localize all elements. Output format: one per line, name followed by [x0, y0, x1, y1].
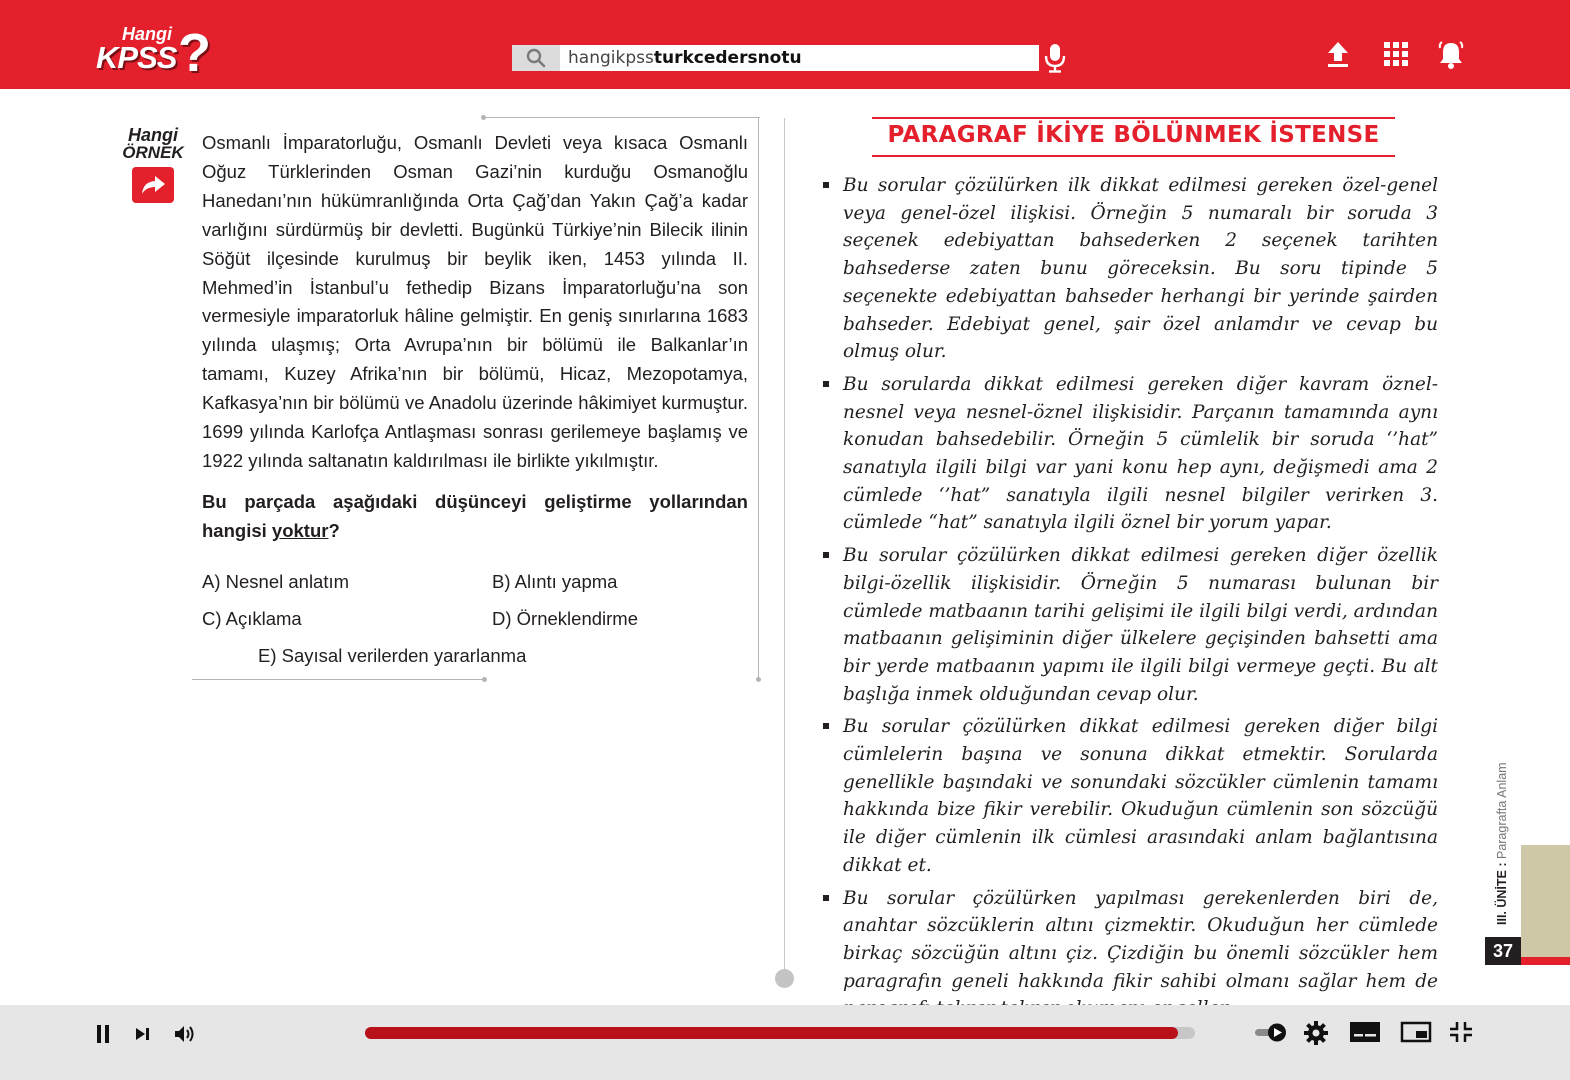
- question-text: Bu parçada aşağıdaki düşünceyi geliştirme yollarından hangisi: [202, 491, 748, 541]
- notification-bell-icon[interactable]: [1437, 40, 1465, 75]
- apps-grid-icon[interactable]: [1383, 40, 1409, 73]
- hangi-kpss-logo[interactable]: [96, 23, 216, 83]
- exit-fullscreen-icon[interactable]: [1449, 1021, 1473, 1048]
- search-text-prefix: hangikpss: [568, 48, 654, 68]
- page-tab-block: [1521, 845, 1570, 957]
- frame-dot: [756, 677, 761, 682]
- option-c[interactable]: C) Açıklama: [202, 608, 302, 629]
- question-mark: ?: [328, 520, 340, 541]
- example-passage: Osmanlı İmparatorluğu, Osmanlı Devleti veya kısaca Osmanlı Oğuz Türklerinden Osman Gazi’nin kurduğu Osmanoğlu Hanedanı’nın hükümranlığında Orta Çağ’dan Yakın Çağ’a kadar varlığını sürdürmüş bir devletti. Bugünkü Türkiye’nin Bilecik ilinin Söğüt ilçesinde kurulmuş bir beylik iken, 1453 yılında II. Mehmed’in İstanbul’u fethedip Bizans İmparatorluğu’na son vermesiyle imparatorluk hâline gelmiştir. En geniş sınırlarına 1683 yılında ulaşmış; Orta Avrupa’nın bir bölümü ile Balkanlar’ın tamamı, Kuzey Afrika’nın bir bölümü, Hicaz, Mezopotamya, Kafkasya’nın bir bölümü ve Anadolu üzerinde hâkimiyet kurmuştur. 1699 yılında Karlofça Antlaşması sonrası gerilemeye başlamış ve 1922 yılında saltanatın kaldırılması ile birlikte yıkılmıştır.: [202, 132, 748, 471]
- page-number: 37: [1485, 937, 1521, 965]
- settings-gear-icon[interactable]: [1303, 1020, 1329, 1051]
- autoplay-toggle-icon[interactable]: [1254, 1021, 1288, 1048]
- video-progress-bar[interactable]: [365, 1027, 1195, 1039]
- subtitles-icon[interactable]: [1349, 1021, 1381, 1048]
- tip-item: Bu sorularda dikkat edilmesi gereken diğer kavram öznel-nesnel veya nesnel-öznel ilişkisidir. Parçanın tamamında aynı konudan bahsedebilir. Örneğin 5 cümlelik bir soruda ‘’hat” sanatıyla ilgili bilgi var yani konu hep aynı, değişmedi ama 2 cümlede ‘’hat” sanatıyla ilgili nesnel bilgiler verirken 3. cümlede “hat” sanatıyla ilgili öznel bir yorum yapar.: [822, 371, 1438, 537]
- video-progress-fill: [365, 1027, 1178, 1039]
- option-b[interactable]: B) Alıntı yapma: [492, 571, 618, 592]
- logo-top-text: Hangi: [122, 24, 173, 44]
- tip-item: Bu sorular çözülürken dikkat edilmesi gereken diğer bilgi cümlelerin başına ve sonuna dikkat etmektir. Sorularda genellikle başındaki ve sonundaki sözcükler cümlenin tamamı hakkında bize fikir verebilir. Okuduğun cümlenin son sözcüğü ile diğer cümlenin ilk cümlesi arasındaki anlam bağlantısına dikkat et.: [822, 713, 1438, 879]
- search-text-bold: turkcedersnotu: [653, 48, 802, 68]
- top-bar: [0, 0, 1570, 89]
- page-divider-knob[interactable]: [775, 969, 794, 988]
- frame-top-line: [484, 117, 760, 118]
- upload-icon[interactable]: [1325, 40, 1351, 73]
- example-badge: [118, 126, 188, 203]
- title-bottom-rule: [872, 155, 1395, 157]
- option-e[interactable]: E) Sayısal verilerden yararlanma: [258, 645, 527, 666]
- search-input[interactable]: [560, 48, 802, 68]
- share-arrow-icon[interactable]: [132, 167, 174, 203]
- question-underlined-word: yoktur: [271, 520, 329, 541]
- tip-item: Bu sorular çözülürken yapılması gerekenlerden biri de, anahtar sözcüklerin altını çizmektir. Okuduğun her cümlede birkaç sözcüğün altını çiz. Çizdiğin bu önemli sözcükler hem paragrafın geneli hakkında fikir sahibi olmanı sağlar hem de: [822, 885, 1438, 1024]
- frame-bottom-line: [192, 679, 486, 680]
- search-icon[interactable]: [512, 45, 560, 71]
- tip-item: Bu sorular çözülürken dikkat edilmesi gereken diğer özellik bilgi-özellik ilişkisidir. Örneğin 5 numarası bulunan bir cümlede matbaanın tarihi gelişimi ile ilgili bilgi verdi, ardından matbaanın gelişiminin diğer ülkelere geçişinden bahsetti ama bir yerde matbaanın yapımı ile ilgili bilgi vermeye geçti. Bu alt başlığa inmek olduğundan cevap olur.: [822, 542, 1438, 708]
- next-icon[interactable]: [134, 1026, 152, 1047]
- logo-question-mark: ?: [178, 23, 211, 83]
- unit-label: III. ÜNİTE :: [1495, 862, 1509, 925]
- frame-right-line: [758, 117, 759, 680]
- volume-icon[interactable]: [173, 1023, 197, 1050]
- pause-icon[interactable]: [94, 1024, 112, 1049]
- frame-dot: [481, 115, 486, 120]
- tips-list: [822, 172, 1438, 1028]
- mic-icon[interactable]: [1044, 43, 1066, 78]
- unit-topic: Paragrafta Anlam: [1495, 762, 1509, 860]
- page-divider: [784, 118, 785, 980]
- section-title: PARAGRAF İKİYE BÖLÜNMEK İSTENSE: [887, 122, 1380, 148]
- frame-dot: [482, 677, 487, 682]
- unit-side-label: [1495, 762, 1509, 925]
- search-bar[interactable]: [512, 45, 1039, 71]
- miniplayer-icon[interactable]: [1400, 1021, 1432, 1048]
- example-question: [202, 487, 748, 545]
- option-d[interactable]: D) Örneklendirme: [492, 608, 638, 629]
- example-badge-top: Hangi: [127, 125, 178, 145]
- example-badge-main: ÖRNEK: [122, 143, 184, 162]
- logo-main-text: KPSS: [96, 40, 177, 75]
- option-a[interactable]: A) Nesnel anlatım: [202, 571, 350, 592]
- title-top-rule: [872, 117, 1395, 119]
- video-player-controls: [0, 1005, 1570, 1080]
- tip-item: Bu sorular çözülürken ilk dikkat edilmesi gereken özel-genel veya genel-özel ilişkisi. Örneğin 5 numaralı bir soruda 3 seçenek edebiyattan bahsederken 2 seçenek tarihten bahsederse zaten bunu göreceksin. Bu soru tipinde 5 seçenekte edebiyattan bahseder herhangi bir yerinde şairden bahseder. Edebiyat genel, şair özel anlamdır ve cevap bu olmuş olur.: [822, 172, 1438, 366]
- page-tab-strip: [1521, 957, 1570, 965]
